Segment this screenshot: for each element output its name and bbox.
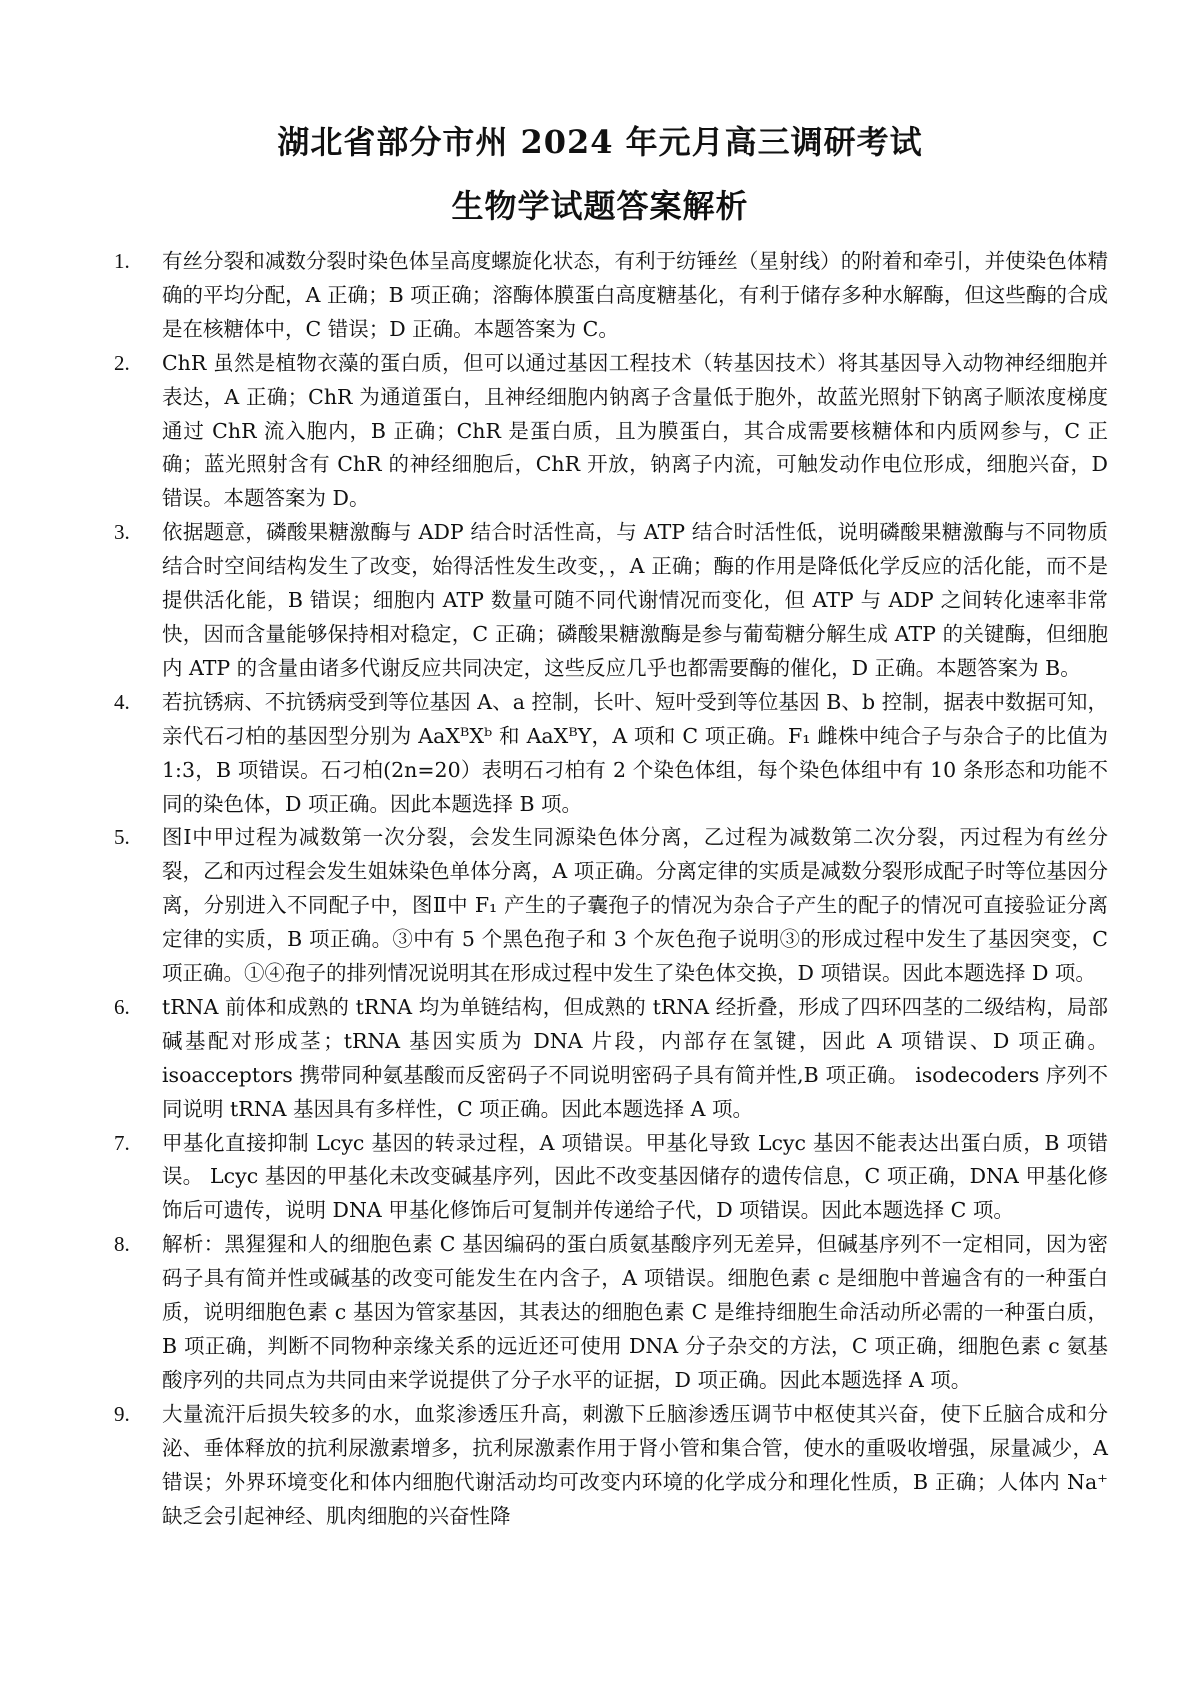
- answer-item-8: [0, 1228, 1200, 1398]
- answer-item-3: [0, 516, 1200, 686]
- answer-number: 8.: [114, 1232, 130, 1257]
- answer-item-5: [0, 821, 1200, 991]
- answer-number: 4.: [114, 689, 130, 714]
- answer-text: 解析：黑猩猩和人的细胞色素 C 基因编码的蛋白质氨基酸序列无差异，但碱基序列不一定相同，因为密码子具有简并性或碱基的改变可能发生在内含子，A 项错误。细胞色素 c 是细胞中普遍含有的一种蛋白质，说明细胞色素 c 基因为管家基因，其表达的细胞色素 C 是维持细胞生命活动所必需的一种蛋白质，B 项正确，判断不同物种亲缘关系的远近还可使用 DNA 分子杂交的方法，C 项正确，细胞色素 c 氨基酸序列的共同点为共同由来学说提供了分子水平的证据，D 项正确。因此本题选择 A 项。: [162, 1232, 1108, 1392]
- answer-number: 5.: [114, 825, 130, 850]
- answer-item-4: [0, 686, 1200, 822]
- answer-item-6: [0, 991, 1200, 1127]
- answer-text: 图Ⅰ中甲过程为减数第一次分裂，会发生同源染色体分离，乙过程为减数第二次分裂，丙过程为有丝分裂，乙和丙过程会发生姐妹染色单体分离，A 项正确。分离定律的实质是减数分裂形成配子时等位基因分离，分别进入不同配子中，图Ⅱ中 F₁ 产生的子囊孢子的情况为杂合子产生的配子的情况可直接验证分离定律的实质，B 项正确。③中有 5 个黑色孢子和 3 个灰色孢子说明③的形成过程中发生了基因突变，C 项正确。①④孢子的排列情况说明其在形成过程中发生了染色体交换，D 项错误。因此本题选择 D 项。: [162, 825, 1108, 986]
- document-title: 湖北省部分市州 2024 年元月高三调研考试: [277, 123, 923, 161]
- answer-number: 7.: [114, 1130, 130, 1155]
- answer-item-7: [0, 1127, 1200, 1229]
- answer-text: 若抗锈病、不抗锈病受到等位基因 A、a 控制，长叶、短叶受到等位基因 B、b 控制，据表中数据可知，亲代石刁柏的基因型分别为 AaXᴮXᵇ 和 AaXᴮY，A 项和 C 项正确。F₁ 雌株中纯合子与杂合子的比值为 1:3，B 项错误。石刁柏(2n=20）表明石刁柏有 2 个染色体组，每个染色体组中有 10 条形态和功能不同的染色体，D 项正确。因此本题选择 B 项。: [162, 689, 1108, 816]
- answer-number: 2.: [114, 350, 130, 375]
- answer-number: 9.: [114, 1401, 130, 1426]
- answer-item-1: [0, 245, 1200, 347]
- document-subtitle: 生物学试题答案解析: [451, 187, 749, 225]
- answer-text: 大量流汗后损失较多的水，血浆渗透压升高，刺激下丘脑渗透压调节中枢使其兴奋，使下丘脑合成和分泌、垂体释放的抗利尿激素增多，抗利尿激素作用于肾小管和集合管，使水的重吸收增强，尿量减少，A 错误；外界环境变化和体内细胞代谢活动均可改变内环境的化学成分和理化性质，B 正确；人体内 Na⁺缺乏会引起神经、肌肉细胞的兴奋性降: [162, 1401, 1108, 1528]
- answer-text: 有丝分裂和减数分裂时染色体呈高度螺旋化状态，有利于纺锤丝（星射线）的附着和牵引，并使染色体精确的平均分配，A 正确；B 项正确；溶酶体膜蛋白高度糖基化，有利于储存多种水解酶，但这些酶的合成是在核糖体中，C 错误；D 正确。本题答案为 C。: [162, 249, 1108, 341]
- answer-number: 1.: [114, 249, 130, 273]
- answer-text: 依据题意，磷酸果糖激酶与 ADP 结合时活性高，与 ATP 结合时活性低，说明磷酸果糖激酶与不同物质结合时空间结构发生了改变，始得活性发生改变，，A 正确；酶的作用是降低化学反应的活化能，而不是提供活化能，B 错误；细胞内 ATP 数量可随不同代谢情况而变化，但 ATP 与 ADP 之间转化速率非常快，因而含量能够保持相对稳定，C 正确；磷酸果糖激酶是参与葡萄糖分解生成 ATP 的关键酶，但细胞内 ATP 的含量由诸多代谢反应共同决定，这些反应几乎也都需要酶的催化，D 正确。本题答案为 B。: [162, 520, 1108, 680]
- answer-text: 甲基化直接抑制 Lcyc 基因的转录过程，A 项错误。甲基化导致 Lcyc 基因不能表达出蛋白质，B 项错误。 Lcyc 基因的甲基化未改变碱基序列，因此不改变基因储存的遗传信息，C 项正确，DNA 甲基化修饰后可遗传，说明 DNA 甲基化修饰后可复制并传递给子代，D 项错误。因此本题选择 C 项。: [162, 1130, 1108, 1223]
- answer-text: ChR 虽然是植物衣藻的蛋白质，但可以通过基因工程技术（转基因技术）将其基因导入动物神经细胞并表达，A 正确；ChR 为通道蛋白，且神经细胞内钠离子含量低于胞外，故蓝光照射下钠离子顺浓度梯度通过 ChR 流入胞内，B 正确；ChR 是蛋白质，且为膜蛋白，其合成需要核糖体和内质网参与，C 正确；蓝光照射含有 ChR 的神经细胞后，ChR 开放，钠离子内流，可触发动作电位形成，细胞兴奋，D 错误。本题答案为 D。: [162, 350, 1108, 511]
- answer-item-9: [0, 1398, 1200, 1534]
- answer-text: tRNA 前体和成熟的 tRNA 均为单链结构，但成熟的 tRNA 经折叠，形成了四环四茎的二级结构，局部碱基配对形成茎；tRNA 基因实质为 DNA 片段，内部存在氢键，因此 A 项错误、D 项正确。isoacceptors 携带同种氨基酸而反密码子不同说明密码子具有简并性,B 项正确。 isodecoders 序列不同说明 tRNA 基因具有多样性，C 项正确。因此本题选择 A 项。: [162, 994, 1108, 1121]
- answer-item-2: [0, 347, 1200, 517]
- answer-number: 3.: [114, 520, 130, 545]
- answer-list: [0, 245, 1200, 1533]
- answer-number: 6.: [114, 994, 130, 1019]
